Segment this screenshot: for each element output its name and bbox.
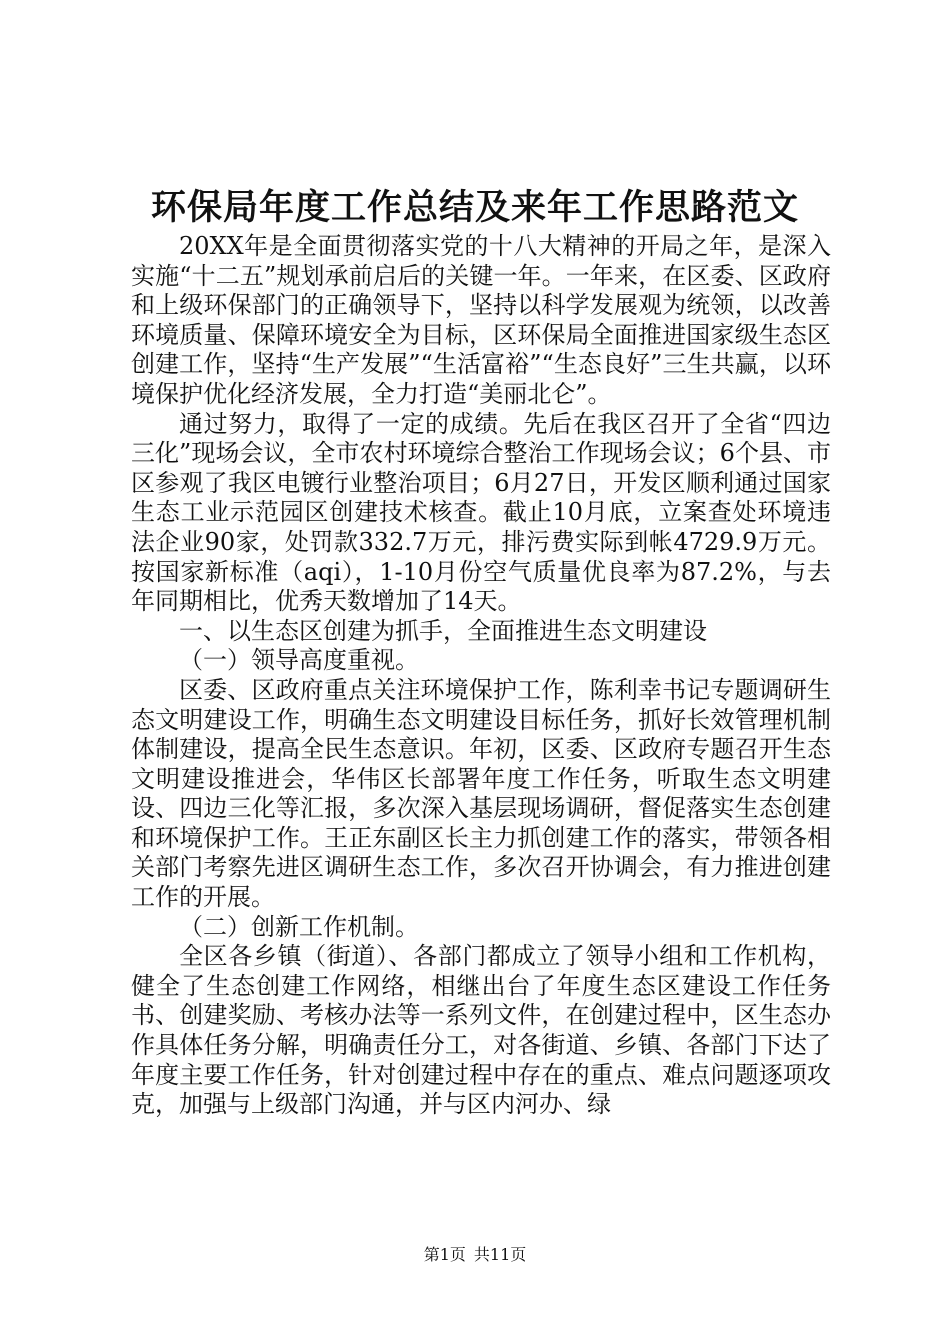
paragraph-intro: 20XX年是全面贯彻落实党的十八大精神的开局之年，是深入实施“十二五”规划承前启后的关键一年。一年来，在区委、区政府和上级环保部门的正确领导下，坚持以科学发展观为统领，以改善环境质量、保障环境安全为目标，区环保局全面推进国家级生态区创建工作，坚持“生产发展”“生活富裕”“生态良好”三生共赢，以环境保护优化经济发展，全力打造“美丽北仑”。 [131, 232, 831, 408]
page-total: 共11页 [473, 1245, 527, 1264]
paragraph-mechanism: 全区各乡镇（街道）、各部门都成立了领导小组和工作机构，健全了生态创建工作网络，相继出台了年度生态区建设工作任务书、创建奖励、考核办法等一系列文件，在创建过程中，区生态办作具体任务分解，明确责任分工，对各街道、乡镇、各部门下达了年度主要工作任务，针对创建过程中存在的重点、难点问题逐项攻克，加强与上级部门沟通，并与区内河办、绿 [131, 942, 831, 1119]
subsection-heading-1: （一）领导高度重视。 [179, 646, 419, 675]
page-number: 第1页 [423, 1245, 466, 1264]
page-footer [0, 1244, 950, 1266]
section-heading-1: 一、以生态区创建为抓手，全面推进生态文明建设 [179, 616, 707, 645]
subsection-heading-2: （二）创新工作机制。 [179, 912, 419, 941]
document-title: 环保局年度工作总结及来年工作思路范文 [150, 187, 799, 228]
document-body [131, 232, 831, 1120]
paragraph-achievements: 通过努力，取得了一定的成绩。先后在我区召开了全省“四边三化”现场会议，全市农村环境综合整治工作现场会议；6个县、市区参观了我区电镀行业整治项目；6月27日，开发区顺利通过国家生态工业示范园区创建技术核查。截止10月底，立案查处环境违法企业90家，处罚款332.7万元，排污费实际到帐4729.9万元。按国家新标准（aqi），1-10月份空气质量优良率为87.2%，与去年同期相比，优秀天数增加了14天。 [131, 409, 831, 616]
paragraph-leadership: 区委、区政府重点关注环境保护工作，陈利幸书记专题调研生态文明建设工作，明确生态文明建设目标任务，抓好长效管理机制体制建设，提高全民生态意识。年初，区委、区政府专题召开生态文明建设推进会，华伟区长部署年度工作任务，听取生态文明建设、四边三化等汇报，多次深入基层现场调研，督促落实生态创建和环境保护工作。王正东副区长主力抓创建工作的落实，带领各相关部门考察先进区调研生态工作，多次召开协调会，有力推进创建工作的开展。 [131, 675, 831, 912]
